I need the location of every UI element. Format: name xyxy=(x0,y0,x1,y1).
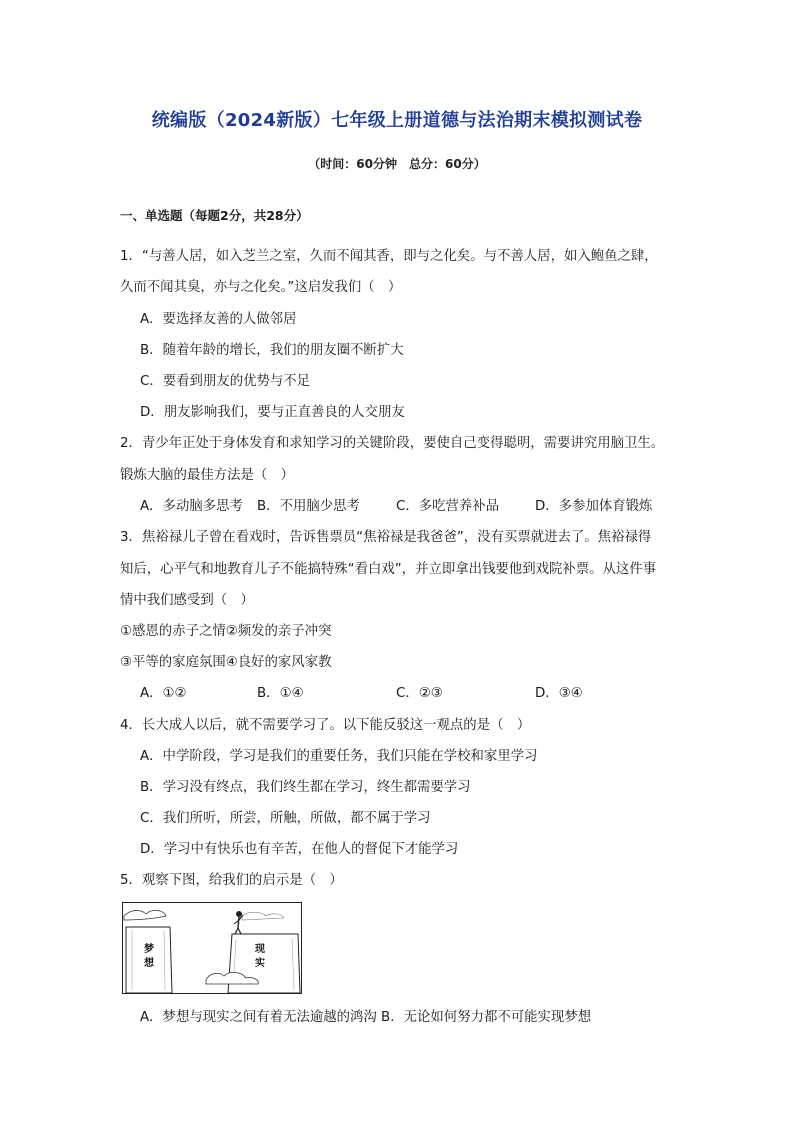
q3-option-b: B．①④ xyxy=(257,686,304,701)
section-heading: 一、单选题（每题2分，共28分） xyxy=(120,208,309,223)
q2-option-b: B．不用脑少思考 xyxy=(257,499,360,514)
q1-stem-line2: 久而不闻其臭，亦与之化矣。”这启发我们（ ） xyxy=(120,280,402,295)
q2-stem-line1: 2．青少年正处于身体发育和求知学习的关键阶段，要使自己变得聪明，需要讲究用脑卫生。 xyxy=(120,436,665,451)
q4-option-b: B．学习没有终点，我们终生都在学习，终生都需要学习 xyxy=(140,780,471,795)
dream-label-1: 梦 xyxy=(144,944,154,955)
q3-stem-line3: 情中我们感受到（ ） xyxy=(120,593,254,608)
q2-option-a: A．多动脑多思考 xyxy=(140,499,243,514)
q4-stem: 4．长大成人以后，就不需要学习了。以下能反驳这一观点的是（ ） xyxy=(120,718,531,733)
reality-label-2: 实 xyxy=(255,958,265,969)
reality-label-1: 现 xyxy=(255,944,265,955)
dream-label-2: 想 xyxy=(144,958,154,969)
q3-stem-line2: 知后，心平气和地教育儿子不能搞特殊“看白戏”，并立即拿出钱要他到戏院补票。从这件事 xyxy=(120,562,657,577)
q2-option-c: C．多吃营养补品 xyxy=(396,499,500,514)
exam-info: （时间：60分钟 总分：60分） xyxy=(308,157,486,171)
q5-options-ab: A．梦想与现实之间有着无法逾越的鸿沟 B．无论如何努力都不可能实现梦想 xyxy=(140,1010,592,1025)
q4-option-c: C．我们所听，所尝，所触，所做，都不属于学习 xyxy=(140,811,431,826)
q1-option-b: B．随着年龄的增长，我们的朋友圈不断扩大 xyxy=(140,343,404,358)
q3-items-line1: ①感恩的赤子之情②频发的亲子冲突 xyxy=(120,624,332,639)
q3-stem-line1: 3．焦裕禄儿子曾在看戏时，告诉售票员“焦裕禄是我爸爸”，没有买票就进去了。焦裕禄得 xyxy=(120,530,652,545)
q1-option-d: D．朋友影响我们，要与正直善良的人交朋友 xyxy=(140,405,405,420)
person-head xyxy=(236,911,242,917)
q5-stem: 5．观察下图，给我们的启示是（ ） xyxy=(120,873,343,888)
q3-items-line2: ③平等的家庭氛围④良好的家风家教 xyxy=(120,655,332,670)
q3-option-c: C．②③ xyxy=(396,686,443,701)
q1-option-c: C．要看到朋友的优势与不足 xyxy=(140,374,311,389)
q3-option-a: A．①② xyxy=(140,686,187,701)
q2-stem-line2: 锻炼大脑的最佳方法是（ ） xyxy=(120,468,295,483)
q4-option-d: D．学习中有快乐也有辛苦，在他人的督促下才能学习 xyxy=(140,842,459,857)
dream-reality-cartoon xyxy=(122,902,302,994)
q3-option-d: D．③④ xyxy=(535,686,583,701)
q4-option-a: A．中学阶段，学习是我们的重要任务，我们只能在学校和家里学习 xyxy=(140,749,538,764)
q1-stem-line1: 1．“与善人居，如入芝兰之室，久而不闻其香，即与之化矣。与不善人居，如入鲍鱼之肆， xyxy=(120,249,658,264)
page-title: 统编版（2024新版）七年级上册道德与法治期末模拟测试卷 xyxy=(151,110,643,131)
q1-option-a: A．要选择友善的人做邻居 xyxy=(140,312,297,327)
q2-option-d: D．多参加体育锻炼 xyxy=(535,499,653,514)
